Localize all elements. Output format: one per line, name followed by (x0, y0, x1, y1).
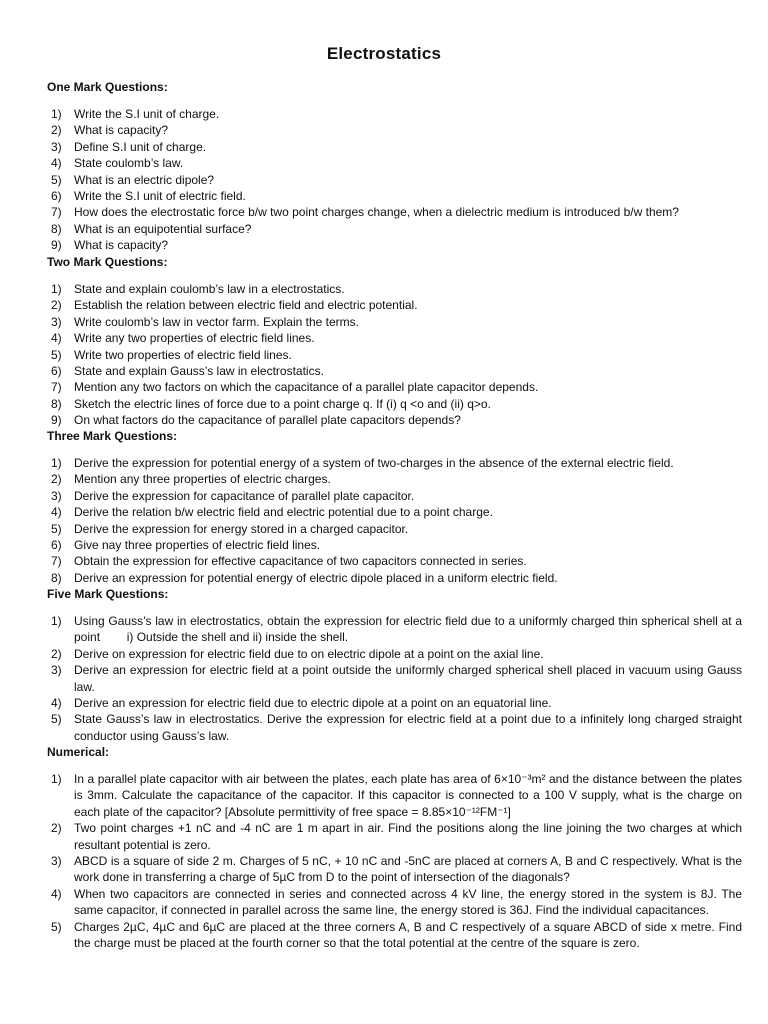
question-item: 2) Two point charges +1 nC and -4 nC are 1 m apart in air. Find the positions along the line joining the two charges at which resultant potential is zero. (51, 821, 742, 852)
question-item: 3) Derive the expression for capacitance of parallel plate capacitor. (51, 488, 415, 503)
question-item: 1) Write the S.I unit of charge. (51, 107, 220, 121)
question-item: 8) Sketch the electric lines of force due to a point charge q. If (i) q <o and (ii) q>o. (51, 396, 491, 411)
question-item: 8) What is an equipotential surface? (51, 221, 252, 236)
section-heading-five-mark: Five Mark Questions: (47, 587, 169, 601)
question-item: 2) What is capacity? (51, 123, 169, 138)
question-item: 4) Derive an expression for electric field due to electric dipole at a point on an equatorial line. (51, 696, 552, 711)
document-title: Electrostatics (326, 44, 442, 63)
question-item: 6) Give nay three properties of electric field lines. (51, 538, 321, 553)
question-item: 9) What is capacity? (51, 238, 169, 253)
question-list-two-mark (47, 281, 742, 429)
question-item: 7) Obtain the expression for effective capacitance of two capacitors connected in series. (51, 554, 527, 569)
question-item: 2) Mention any three properties of electric charges. (51, 472, 331, 487)
section-heading-two-mark: Two Mark Questions: (47, 255, 168, 269)
section-heading-three-mark: Three Mark Questions: (47, 429, 178, 443)
question-item: 6) State and explain Gauss’s law in electrostatics. (51, 364, 324, 379)
question-item: 5) Derive the expression for energy stored in a charged capacitor. (51, 521, 409, 536)
question-item: 1) State and explain coulomb’s law in a electrostatics. (51, 282, 345, 296)
question-item: 5) Charges 2µC, 4µC and 6µC are placed at the three corners A, B and C respectively of a square ABCD of side x metre. Find the charge must be placed at the fourth corner so that the total potential at the centre of the square is zero. (51, 919, 742, 951)
question-item: 7) How does the electrostatic force b/w two point charges change, when a dielectric medium is introduced b/w them? (51, 205, 679, 220)
question-item: 7) Mention any two factors on which the capacitance of a parallel plate capacitor depends. (51, 380, 539, 395)
question-item: 2) Establish the relation between electric field and electric potential. (51, 298, 418, 313)
question-item: 5) State Gauss’s law in electrostatics. Derive the expression for electric field at a point due to a infinitely long charged straight conductor using Gauss’s law. (51, 712, 742, 743)
question-list-numerical (47, 771, 742, 951)
question-item: 4) Write any two properties of electric field lines. (51, 331, 315, 346)
question-item: 4) State coulomb’s law. (51, 156, 184, 171)
section-heading-one-mark: One Mark Questions: (47, 80, 168, 94)
question-item: 3) Derive an expression for electric field at a point outside the uniformly charged spherical shell placed in vacuum using Gauss law. (51, 663, 742, 694)
question-item: 3) Write coulomb’s law in vector farm. Explain the terms. (51, 314, 359, 329)
question-item: 2) Derive on expression for electric field due to on electric dipole at a point on the axial line. (51, 646, 544, 661)
question-item: 5) What is an electric dipole? (51, 172, 215, 187)
question-item: 9) On what factors do the capacitance of parallel plate capacitors depends? (51, 413, 461, 428)
question-item: 3) Define S.I unit of charge. (51, 139, 207, 154)
question-list-three-mark (47, 455, 742, 586)
question-item: 4) Derive the relation b/w electric field and electric potential due to a point charge. (51, 505, 493, 520)
question-item: 1) Derive the expression for potential energy of a system of two-charges in the absence of the external electric field. (51, 456, 674, 470)
question-item: 1) Using Gauss’s law in electrostatics, obtain the expression for electric field due to a uniformly charged thin spherical shell at a point i) Outside the shell and ii) inside the shell. (51, 614, 746, 645)
question-list-five-mark (47, 613, 746, 744)
question-item: 4) When two capacitors are connected in series and connected across 4 kV line, the energy stored in the system is 8J. The same capacitor, if connected in parallel across the same line, the energy stored is 36J. Find the individual capacitances. (51, 886, 742, 918)
section-heading-numerical: Numerical: (47, 745, 110, 759)
question-item: 5) Write two properties of electric field lines. (51, 347, 292, 362)
question-item: 3) ABCD is a square of side 2 m. Charges of 5 nC, + 10 nC and -5nC are placed at corners A, B and C respectively. What is the work done in transferring a charge of 5µC from D to the point of intersection of the diagonals? (51, 854, 742, 885)
question-list-one-mark (47, 106, 742, 254)
question-item: 1) In a parallel plate capacitor with air between the plates, each plate has area of 6×10⁻³m² and the distance between the plates is 3mm. Calculate the capacitance of the capacitor. If this capacitor is connected to a 100 V supply, what is the charge on each plate of the capacitor? [Absolute permittivity of free space = 8.85×10⁻¹²FM⁻¹] (51, 772, 742, 819)
question-item: 6) Write the S.I unit of electric field. (51, 189, 246, 204)
question-item: 8) Derive an expression for potential energy of electric dipole placed in a uniform electric field. (51, 570, 558, 585)
